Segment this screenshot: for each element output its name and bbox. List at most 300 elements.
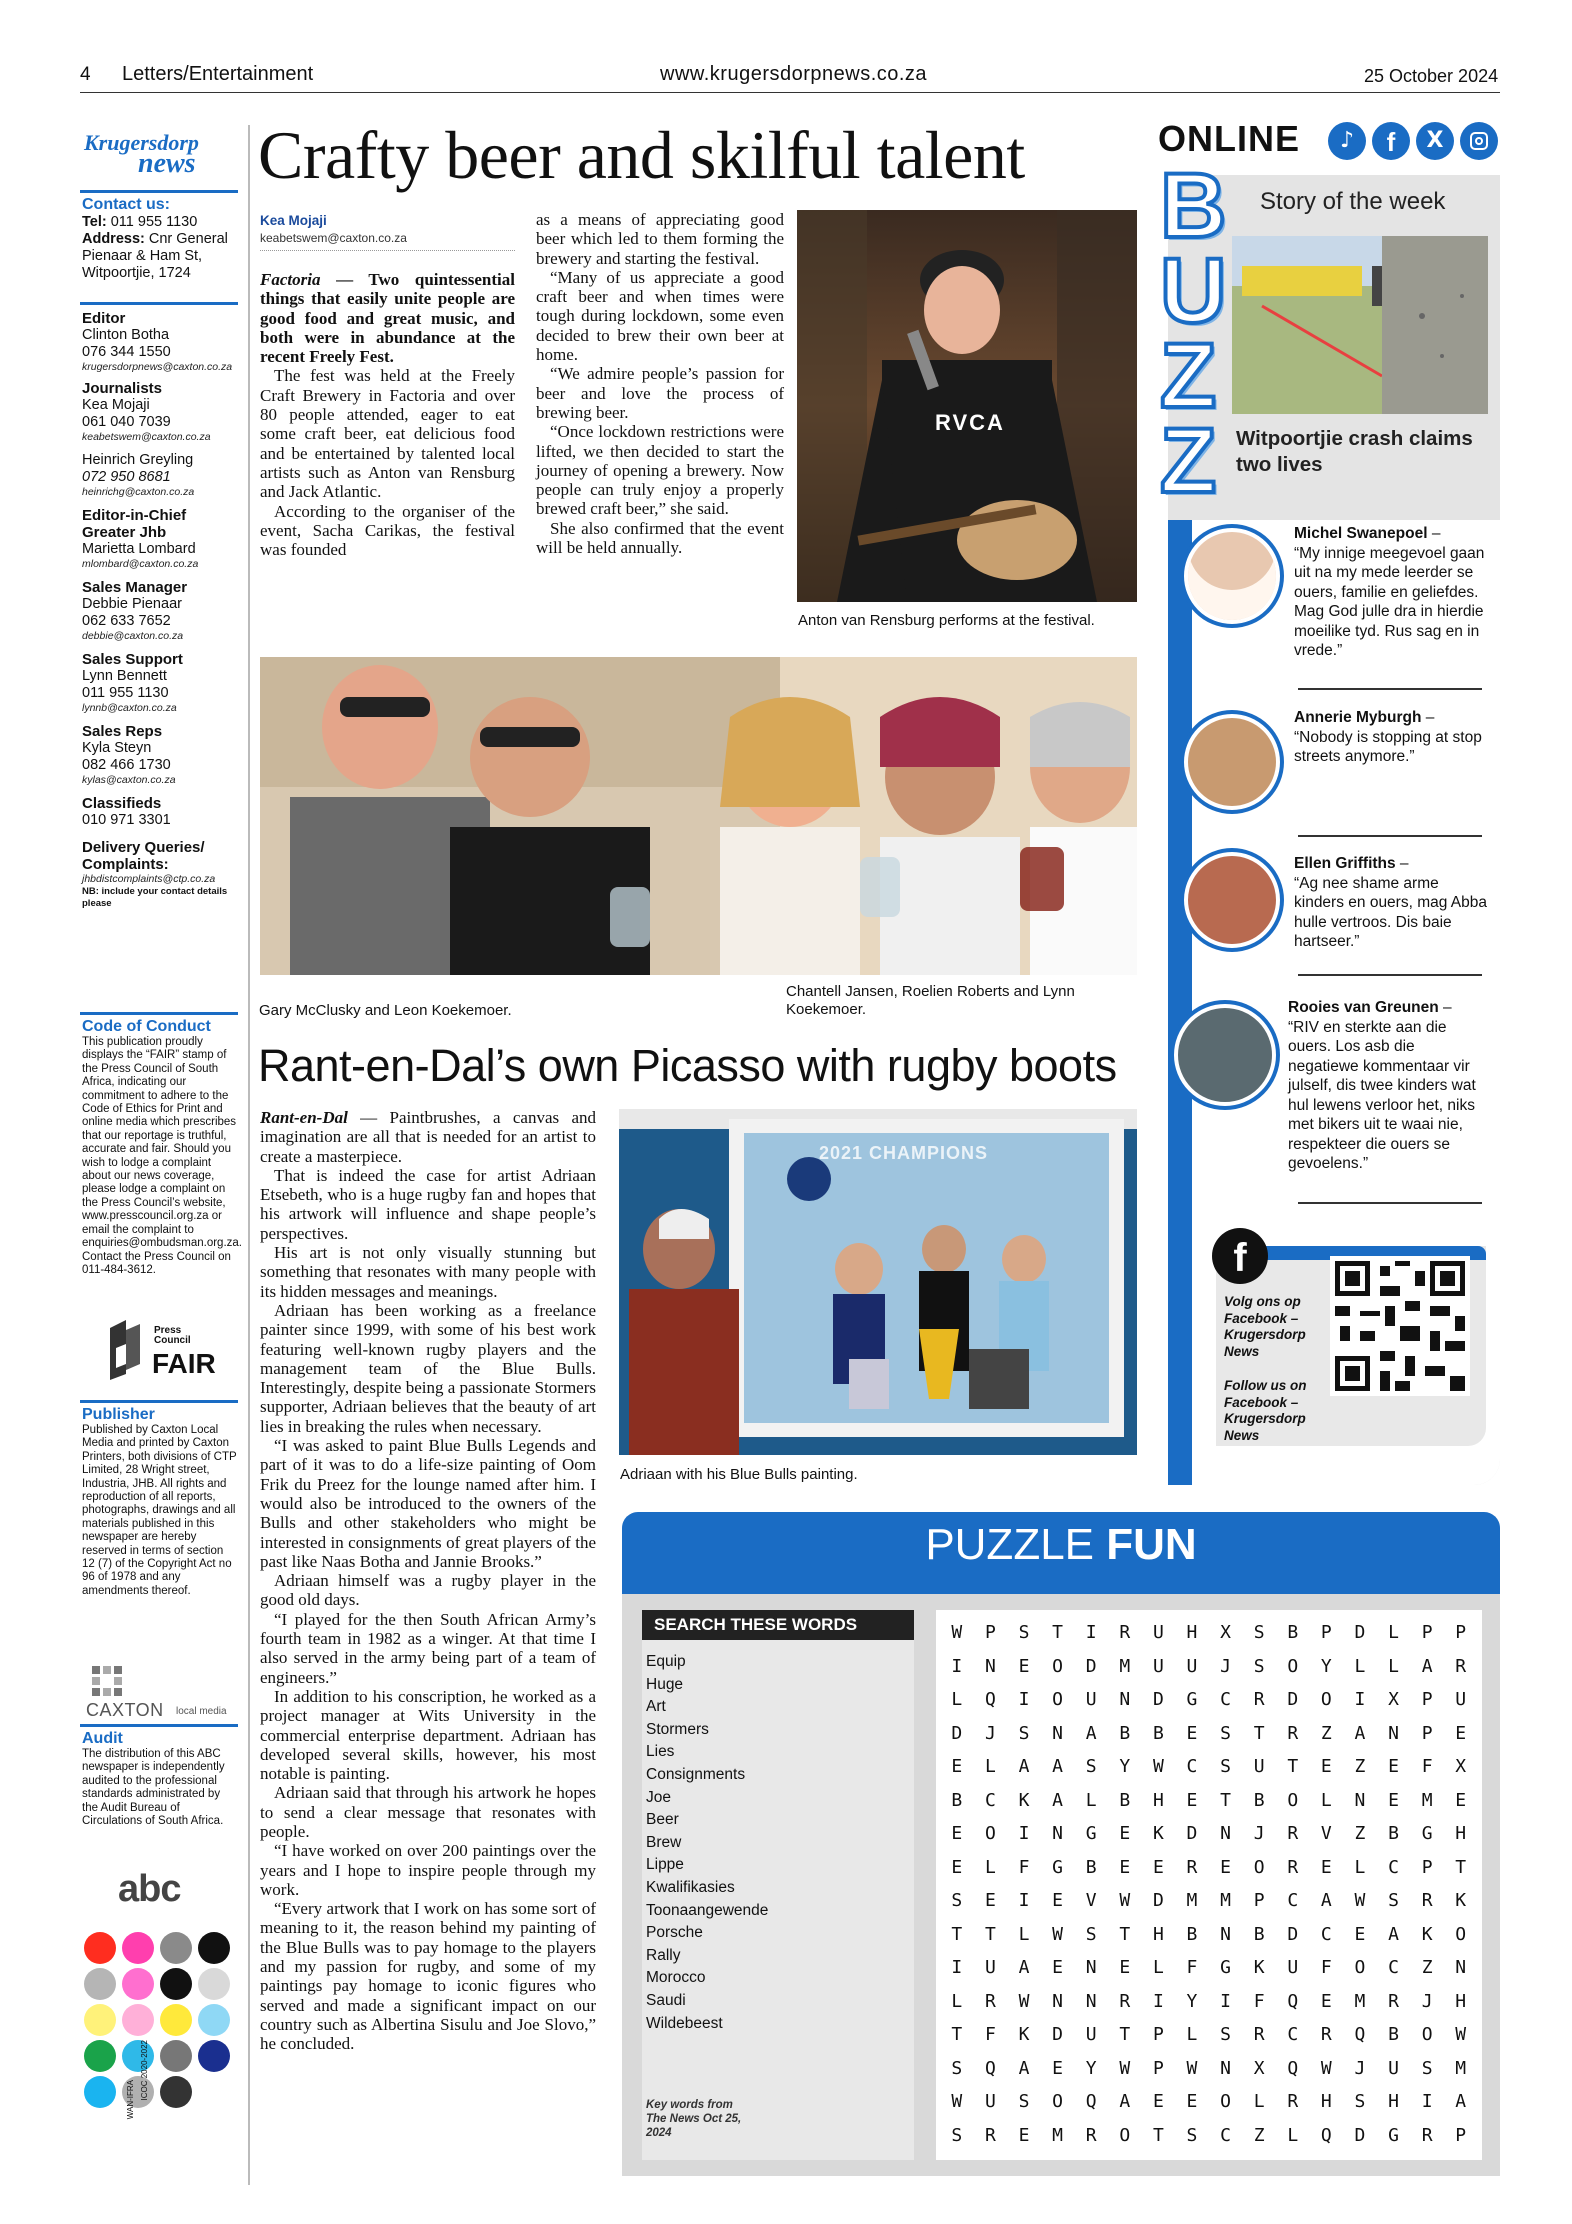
grid-letter[interactable]: U bbox=[1186, 1655, 1198, 1677]
grid-letter[interactable]: E bbox=[1119, 1823, 1131, 1844]
grid-letter[interactable]: R bbox=[1455, 1655, 1467, 1677]
grid-letter[interactable]: F bbox=[1186, 1957, 1198, 1978]
grid-letter[interactable]: H bbox=[1388, 2091, 1399, 2112]
grid-letter[interactable]: R bbox=[1287, 1722, 1299, 1744]
grid-letter[interactable]: O bbox=[1253, 1856, 1265, 1878]
logo-bottom: news bbox=[138, 148, 196, 179]
grid-letter[interactable]: T bbox=[1119, 2024, 1131, 2045]
grid-letter[interactable]: B bbox=[1253, 1923, 1265, 1945]
grid-letter[interactable]: U bbox=[1455, 1689, 1467, 1710]
grid-letter[interactable]: A bbox=[1388, 1923, 1399, 1945]
buzz-letter: Z bbox=[1160, 325, 1217, 427]
grid-letter[interactable]: G bbox=[1388, 2124, 1399, 2146]
grid-letter[interactable]: R bbox=[1253, 2024, 1265, 2045]
grid-letter[interactable]: T bbox=[951, 1923, 963, 1945]
grid-letter[interactable]: R bbox=[1119, 1622, 1131, 1643]
grid-letter[interactable]: R bbox=[1085, 2124, 1097, 2146]
grid-letter[interactable]: L bbox=[1388, 1622, 1399, 1643]
grid-letter[interactable]: C bbox=[1287, 1890, 1299, 1911]
grid-letter[interactable]: U bbox=[1085, 1689, 1097, 1710]
grid-letter[interactable]: E bbox=[1354, 1923, 1366, 1945]
photo-singer-caption: Anton van Rensburg performs at the festival. bbox=[798, 612, 1095, 629]
grid-letter[interactable]: N bbox=[1085, 1990, 1097, 2012]
grid-letter[interactable]: Y bbox=[1320, 1655, 1332, 1677]
grid-letter[interactable]: C bbox=[1388, 1856, 1399, 1878]
grid-letter[interactable]: G bbox=[1085, 1823, 1097, 1844]
grid-letter[interactable]: J bbox=[1421, 1990, 1433, 2012]
grid-letter[interactable]: C bbox=[1320, 1923, 1332, 1945]
grid-letter[interactable]: I bbox=[1018, 1823, 1030, 1844]
avatar bbox=[1180, 710, 1284, 814]
grid-letter[interactable]: E bbox=[1220, 1856, 1231, 1878]
search-word: Porsche bbox=[646, 1924, 703, 1942]
grid-letter[interactable]: D bbox=[1287, 1689, 1299, 1710]
grid-letter[interactable]: G bbox=[1421, 1823, 1433, 1844]
grid-letter[interactable]: R bbox=[1320, 2024, 1332, 2045]
grid-letter[interactable]: U bbox=[1287, 1957, 1299, 1978]
instagram-icon[interactable] bbox=[1460, 122, 1498, 160]
icoc-label: ICOC 2020-2022 bbox=[140, 2040, 149, 2101]
grid-letter[interactable]: A bbox=[1018, 2057, 1030, 2079]
grid-letter[interactable]: E bbox=[1388, 1756, 1399, 1777]
grid-letter[interactable]: N bbox=[1052, 1823, 1063, 1844]
grid-letter[interactable]: B bbox=[1119, 1722, 1131, 1744]
grid-letter[interactable]: N bbox=[1052, 1722, 1063, 1744]
grid-letter[interactable]: E bbox=[1018, 1655, 1030, 1677]
grid-letter[interactable]: B bbox=[1253, 1789, 1265, 1811]
grid-letter[interactable]: I bbox=[951, 1957, 963, 1978]
staff-sales-reps bbox=[82, 723, 238, 787]
grid-letter[interactable]: V bbox=[1085, 1890, 1097, 1911]
grid-letter[interactable]: F bbox=[984, 2024, 996, 2045]
article1-email[interactable]: keabetswem@caxton.co.za bbox=[260, 231, 407, 245]
grid-letter[interactable]: S bbox=[1220, 2024, 1231, 2045]
grid-letter[interactable]: M bbox=[1455, 2057, 1467, 2079]
grid-letter[interactable]: L bbox=[1388, 1655, 1399, 1677]
grid-letter[interactable]: D bbox=[1152, 1890, 1164, 1911]
audit-text: The distribution of this ABC newspaper is independently audited to the professional standards administrated by the Audit Bureau of Circulations of South Africa. bbox=[82, 1748, 225, 1828]
grid-letter[interactable]: A bbox=[1018, 1756, 1030, 1777]
grid-letter[interactable]: C bbox=[1287, 2024, 1299, 2045]
grid-letter[interactable]: X bbox=[1253, 2057, 1265, 2079]
grid-letter[interactable]: R bbox=[1119, 1990, 1131, 2012]
grid-letter[interactable]: A bbox=[1052, 1789, 1063, 1811]
grid-letter[interactable]: A bbox=[1320, 1890, 1332, 1911]
grid-letter[interactable]: P bbox=[1152, 2024, 1164, 2045]
grid-letter[interactable]: R bbox=[1186, 1856, 1198, 1878]
grid-letter[interactable]: J bbox=[984, 1722, 996, 1744]
grid-letter[interactable]: B bbox=[951, 1789, 963, 1811]
grid-letter[interactable]: O bbox=[1052, 1655, 1063, 1677]
grid-letter[interactable]: K bbox=[1152, 1823, 1164, 1844]
grid-letter[interactable]: Q bbox=[1287, 1990, 1299, 2012]
grid-letter[interactable]: N bbox=[1052, 1990, 1063, 2012]
grid-letter[interactable]: R bbox=[1287, 2091, 1299, 2112]
grid-letter[interactable]: L bbox=[984, 1756, 996, 1777]
grid-letter[interactable]: B bbox=[1388, 1823, 1399, 1844]
grid-letter[interactable]: A bbox=[1455, 2091, 1467, 2112]
grid-letter[interactable]: P bbox=[1152, 2057, 1164, 2079]
grid-letter[interactable]: C bbox=[1220, 2124, 1231, 2146]
grid-letter[interactable]: B bbox=[1085, 1856, 1097, 1878]
grid-letter[interactable]: M bbox=[1354, 1990, 1366, 2012]
grid-letter[interactable]: D bbox=[951, 1722, 963, 1744]
grid-letter[interactable]: Z bbox=[1354, 1823, 1366, 1844]
grid-letter[interactable]: B bbox=[1388, 2024, 1399, 2045]
grid-letter[interactable]: F bbox=[1320, 1957, 1332, 1978]
grid-letter[interactable]: E bbox=[1186, 1722, 1198, 1744]
grid-letter[interactable]: E bbox=[1052, 1957, 1063, 1978]
grid-letter[interactable]: P bbox=[984, 1622, 996, 1643]
grid-letter[interactable]: L bbox=[1253, 2091, 1265, 2112]
grid-letter[interactable]: D bbox=[1085, 1655, 1097, 1677]
grid-letter[interactable]: S bbox=[951, 1890, 963, 1911]
grid-letter[interactable]: E bbox=[1455, 1789, 1467, 1811]
staff-name: Marietta Lombard bbox=[82, 541, 196, 557]
grid-letter[interactable]: K bbox=[1018, 1789, 1030, 1811]
grid-letter[interactable]: Q bbox=[984, 2057, 996, 2079]
grid-letter[interactable]: N bbox=[1220, 2057, 1231, 2079]
grid-letter[interactable]: E bbox=[1455, 1722, 1467, 1744]
grid-letter[interactable]: W bbox=[951, 1622, 963, 1643]
grid-letter[interactable]: S bbox=[1018, 1622, 1030, 1643]
grid-letter[interactable]: M bbox=[1052, 2124, 1063, 2146]
grid-letter[interactable]: H bbox=[1186, 1622, 1198, 1643]
grid-letter[interactable]: X bbox=[1388, 1689, 1399, 1710]
grid-letter[interactable]: O bbox=[1052, 2091, 1063, 2112]
grid-letter[interactable]: Q bbox=[1287, 2057, 1299, 2079]
grid-letter[interactable]: H bbox=[1152, 1923, 1164, 1945]
grid-letter[interactable]: M bbox=[1119, 1655, 1131, 1677]
grid-letter[interactable]: X bbox=[1220, 1622, 1231, 1643]
grid-letter[interactable]: S bbox=[1186, 2124, 1198, 2146]
grid-letter[interactable]: D bbox=[1152, 1689, 1164, 1710]
grid-letter[interactable]: P bbox=[1421, 1722, 1433, 1744]
grid-letter[interactable]: L bbox=[1354, 1655, 1366, 1677]
grid-letter[interactable]: P bbox=[1455, 1622, 1467, 1643]
quote-divider bbox=[1298, 1202, 1482, 1204]
grid-letter[interactable]: Z bbox=[1354, 1756, 1366, 1777]
grid-letter[interactable]: F bbox=[1421, 1756, 1433, 1777]
grid-letter[interactable]: K bbox=[1421, 1923, 1433, 1945]
grid-letter[interactable]: L bbox=[1186, 2024, 1198, 2045]
grid-row bbox=[940, 1616, 1480, 1650]
grid-letter[interactable]: E bbox=[951, 1823, 963, 1844]
grid-letter[interactable]: O bbox=[1320, 1689, 1332, 1710]
grid-letter[interactable]: E bbox=[1388, 1789, 1399, 1811]
grid-letter[interactable]: W bbox=[1455, 2024, 1467, 2045]
grid-letter[interactable]: G bbox=[1186, 1689, 1198, 1710]
grid-letter[interactable]: A bbox=[1354, 1722, 1366, 1744]
grid-letter[interactable]: J bbox=[1220, 1655, 1231, 1677]
grid-letter[interactable]: U bbox=[984, 1957, 996, 1978]
grid-letter[interactable]: L bbox=[1085, 1789, 1097, 1811]
colour-swatches bbox=[84, 1932, 234, 2162]
grid-letter[interactable]: T bbox=[1253, 1722, 1265, 1744]
staff-email[interactable]: mlombard@caxton.co.za bbox=[82, 558, 199, 570]
grid-letter[interactable]: J bbox=[1253, 1823, 1265, 1844]
grid-letter[interactable]: S bbox=[1354, 2091, 1366, 2112]
grid-letter[interactable]: Y bbox=[1186, 1990, 1198, 2012]
grid-row bbox=[940, 1817, 1480, 1851]
grid-letter[interactable]: K bbox=[1253, 1957, 1265, 1978]
grid-letter[interactable]: C bbox=[1388, 1957, 1399, 1978]
colour-swatch bbox=[122, 1932, 154, 1964]
grid-letter[interactable]: I bbox=[1085, 1622, 1097, 1643]
grid-letter[interactable]: I bbox=[1220, 1990, 1231, 2012]
grid-letter[interactable]: A bbox=[1018, 1957, 1030, 1978]
grid-letter[interactable]: U bbox=[1388, 2057, 1399, 2079]
grid-letter[interactable]: E bbox=[1320, 1990, 1332, 2012]
staff-name: Lynn Bennett bbox=[82, 668, 167, 684]
grid-letter[interactable]: Q bbox=[984, 1689, 996, 1710]
grid-letter[interactable]: S bbox=[951, 2057, 963, 2079]
story-headline[interactable]: Witpoortjie crash claims two lives bbox=[1236, 427, 1473, 476]
staff-role: Delivery Queries/ Complaints: bbox=[82, 839, 205, 873]
grid-letter[interactable]: Z bbox=[1320, 1722, 1332, 1744]
grid-letter[interactable]: X bbox=[1455, 1756, 1467, 1777]
grid-letter[interactable]: W bbox=[1018, 1990, 1030, 2012]
grid-letter[interactable]: E bbox=[951, 1856, 963, 1878]
grid-letter[interactable]: O bbox=[1455, 1923, 1467, 1945]
grid-letter[interactable]: S bbox=[1253, 1622, 1265, 1643]
grid-letter[interactable]: B bbox=[1287, 1622, 1299, 1643]
grid-letter[interactable]: N bbox=[984, 1655, 996, 1677]
grid-letter[interactable]: E bbox=[1152, 2091, 1164, 2112]
grid-letter[interactable]: C bbox=[1186, 1756, 1198, 1777]
grid-letter[interactable]: U bbox=[1152, 1622, 1164, 1643]
grid-letter[interactable]: O bbox=[1287, 1789, 1299, 1811]
grid-letter[interactable]: U bbox=[1253, 1756, 1265, 1777]
grid-letter[interactable]: P bbox=[1421, 1622, 1433, 1643]
grid-letter[interactable]: E bbox=[1152, 1856, 1164, 1878]
grid-letter[interactable]: U bbox=[1085, 2024, 1097, 2045]
grid-letter[interactable]: A bbox=[1085, 1722, 1097, 1744]
grid-letter[interactable]: O bbox=[1220, 2091, 1231, 2112]
grid-letter[interactable]: P bbox=[1253, 1890, 1265, 1911]
grid-letter[interactable]: C bbox=[1220, 1689, 1231, 1710]
grid-letter[interactable]: Q bbox=[1085, 2091, 1097, 2112]
puzzle-title-bold: FUN bbox=[1106, 1520, 1197, 1569]
qr-code[interactable] bbox=[1330, 1256, 1470, 1396]
grid-letter[interactable]: L bbox=[951, 1990, 963, 2012]
grid-letter[interactable]: E bbox=[1119, 1957, 1131, 1978]
issue-date: 25 October 2024 bbox=[1364, 66, 1499, 86]
grid-letter[interactable]: Z bbox=[1421, 1957, 1433, 1978]
facebook-icon[interactable]: f bbox=[1372, 122, 1410, 160]
grid-letter[interactable]: B bbox=[1152, 1722, 1164, 1744]
grid-letter[interactable]: T bbox=[951, 2024, 963, 2045]
grid-letter[interactable]: J bbox=[1354, 2057, 1366, 2079]
grid-letter[interactable]: R bbox=[1253, 1689, 1265, 1710]
search-word: Joe bbox=[646, 1788, 671, 1806]
x-icon[interactable]: X bbox=[1416, 122, 1454, 160]
grid-letter[interactable]: R bbox=[984, 2124, 996, 2146]
grid-letter[interactable]: Z bbox=[1253, 2124, 1265, 2146]
grid-letter[interactable]: Q bbox=[1320, 2124, 1332, 2146]
website-link[interactable]: www.krugersdorpnews.co.za bbox=[660, 63, 928, 85]
grid-letter[interactable]: T bbox=[1287, 1756, 1299, 1777]
grid-letter[interactable]: Y bbox=[1119, 1756, 1131, 1777]
search-word: Wildebeest bbox=[646, 2014, 723, 2032]
grid-letter[interactable]: E bbox=[1320, 1756, 1332, 1777]
grid-letter[interactable]: N bbox=[1220, 1823, 1231, 1844]
grid-letter[interactable]: T bbox=[1220, 1789, 1231, 1811]
grid-letter[interactable]: D bbox=[1354, 1622, 1366, 1643]
photo-painting bbox=[619, 1109, 1137, 1455]
grid-letter[interactable]: W bbox=[951, 2091, 963, 2112]
grid-letter[interactable]: L bbox=[1152, 1957, 1164, 1978]
grid-letter[interactable]: R bbox=[1287, 1856, 1299, 1878]
grid-letter[interactable]: E bbox=[1320, 1856, 1332, 1878]
grid-letter[interactable]: G bbox=[1052, 1856, 1063, 1878]
grid-letter[interactable]: P bbox=[1421, 1856, 1433, 1878]
grid-letter[interactable]: Q bbox=[1354, 2024, 1366, 2045]
grid-letter[interactable]: S bbox=[1220, 1756, 1231, 1777]
grid-letter[interactable]: H bbox=[1455, 1990, 1467, 2012]
grid-letter[interactable]: S bbox=[1018, 2091, 1030, 2112]
grid-letter[interactable]: M bbox=[1421, 1789, 1433, 1811]
grid-letter[interactable]: N bbox=[1220, 1923, 1231, 1945]
grid-letter[interactable]: F bbox=[1253, 1990, 1265, 2012]
grid-letter[interactable]: E bbox=[984, 1890, 996, 1911]
staff-email[interactable]: jhbdistcomplaints@ctp.co.za bbox=[82, 873, 216, 885]
grid-letter[interactable]: N bbox=[1354, 1789, 1366, 1811]
grid-letter[interactable]: R bbox=[984, 1990, 996, 2012]
grid-letter[interactable]: G bbox=[1220, 1957, 1231, 1978]
grid-letter[interactable]: V bbox=[1320, 1823, 1332, 1844]
grid-letter[interactable]: I bbox=[1152, 1990, 1164, 2012]
grid-letter[interactable]: E bbox=[1052, 2057, 1063, 2079]
grid-letter[interactable]: A bbox=[1421, 1655, 1433, 1677]
grid-letter[interactable]: T bbox=[984, 1923, 996, 1945]
grid-letter[interactable]: P bbox=[1320, 1622, 1332, 1643]
staff-email[interactable]: kylas@caxton.co.za bbox=[82, 774, 176, 786]
staff-email[interactable]: krugersdorpnews@caxton.co.za bbox=[82, 361, 233, 373]
staff-phone: 010 971 3301 bbox=[82, 812, 171, 828]
grid-letter[interactable]: I bbox=[951, 1655, 963, 1677]
grid-letter[interactable]: U bbox=[1152, 1655, 1164, 1677]
grid-letter[interactable]: S bbox=[1018, 1722, 1030, 1744]
grid-letter[interactable]: L bbox=[1354, 1856, 1366, 1878]
conduct-title: Code of Conduct bbox=[82, 1018, 211, 1035]
grid-letter[interactable]: I bbox=[1354, 1689, 1366, 1710]
grid-letter[interactable]: S bbox=[1421, 2057, 1433, 2079]
grid-letter[interactable]: O bbox=[1354, 1957, 1366, 1978]
grid-letter[interactable]: D bbox=[1354, 2124, 1366, 2146]
grid-letter[interactable]: L bbox=[951, 1689, 963, 1710]
staff-journalists bbox=[82, 380, 238, 444]
grid-letter[interactable]: W bbox=[1354, 1890, 1366, 1911]
grid-letter[interactable]: S bbox=[1085, 1923, 1097, 1945]
grid-letter[interactable]: S bbox=[1220, 1722, 1231, 1744]
grid-letter[interactable]: D bbox=[1052, 2024, 1063, 2045]
grid-letter[interactable]: W bbox=[1119, 1890, 1131, 1911]
grid-letter[interactable]: L bbox=[1287, 2124, 1299, 2146]
grid-letter[interactable]: O bbox=[984, 1823, 996, 1844]
grid-letter[interactable]: O bbox=[1421, 2024, 1433, 2045]
grid-letter[interactable]: N bbox=[1119, 1689, 1131, 1710]
grid-letter[interactable]: R bbox=[1287, 1823, 1299, 1844]
grid-letter[interactable]: F bbox=[1018, 1856, 1030, 1878]
grid-letter[interactable]: P bbox=[1421, 1689, 1433, 1710]
grid-letter[interactable]: E bbox=[1186, 1789, 1198, 1811]
grid-letter[interactable]: K bbox=[1455, 1890, 1467, 1911]
grid-letter[interactable]: E bbox=[1186, 2091, 1198, 2112]
grid-letter[interactable]: O bbox=[1287, 1655, 1299, 1677]
tiktok-icon[interactable]: ♪ bbox=[1328, 122, 1366, 160]
grid-letter[interactable]: W bbox=[1052, 1923, 1063, 1945]
grid-letter[interactable]: D bbox=[1186, 1823, 1198, 1844]
grid-letter[interactable]: E bbox=[1119, 1856, 1131, 1878]
grid-letter[interactable]: O bbox=[1052, 1689, 1063, 1710]
grid-letter[interactable]: N bbox=[1085, 1957, 1097, 1978]
staff-email[interactable]: heinrichg@caxton.co.za bbox=[82, 486, 195, 498]
grid-letter[interactable]: W bbox=[1186, 2057, 1198, 2079]
grid-letter[interactable]: R bbox=[1421, 1890, 1433, 1911]
grid-letter[interactable]: E bbox=[951, 1756, 963, 1777]
grid-letter[interactable]: H bbox=[1152, 1789, 1164, 1811]
grid-letter[interactable]: A bbox=[1119, 2091, 1131, 2112]
grid-letter[interactable]: T bbox=[1152, 2124, 1164, 2146]
grid-letter[interactable]: L bbox=[1320, 1789, 1332, 1811]
grid-letter[interactable]: M bbox=[1186, 1890, 1198, 1911]
staff-email[interactable]: keabetswem@caxton.co.za bbox=[82, 431, 211, 443]
grid-letter[interactable]: I bbox=[1018, 1890, 1030, 1911]
grid-letter[interactable]: H bbox=[1455, 1823, 1467, 1844]
grid-letter[interactable]: T bbox=[1052, 1622, 1063, 1643]
grid-letter[interactable]: D bbox=[1287, 1923, 1299, 1945]
grid-letter[interactable]: K bbox=[1018, 2024, 1030, 2045]
grid-letter[interactable]: R bbox=[1421, 2124, 1433, 2146]
grid-letter[interactable]: N bbox=[1388, 1722, 1399, 1744]
facebook-follow-icon[interactable]: f bbox=[1212, 1228, 1268, 1284]
grid-letter[interactable]: R bbox=[1388, 1990, 1399, 2012]
grid-letter[interactable]: A bbox=[1052, 1756, 1063, 1777]
grid-letter[interactable]: C bbox=[984, 1789, 996, 1811]
grid-letter[interactable]: I bbox=[1018, 1689, 1030, 1710]
colour-swatch bbox=[84, 1968, 116, 2000]
grid-letter[interactable]: M bbox=[1220, 1890, 1231, 1911]
staff-email[interactable]: lynnb@caxton.co.za bbox=[82, 702, 177, 714]
grid-letter[interactable]: S bbox=[1253, 1655, 1265, 1677]
grid-letter[interactable]: T bbox=[1455, 1856, 1467, 1878]
grid-letter[interactable]: L bbox=[1018, 1923, 1030, 1945]
grid-letter[interactable]: H bbox=[1320, 2091, 1332, 2112]
grid-letter[interactable]: S bbox=[1085, 1756, 1097, 1777]
grid-letter[interactable]: Y bbox=[1085, 2057, 1097, 2079]
grid-letter[interactable]: O bbox=[1119, 2124, 1131, 2146]
staff-email[interactable]: debbie@caxton.co.za bbox=[82, 630, 184, 642]
grid-letter[interactable]: E bbox=[1018, 2124, 1030, 2146]
grid-letter[interactable]: S bbox=[1388, 1890, 1399, 1911]
grid-letter[interactable]: P bbox=[1455, 2124, 1467, 2146]
grid-letter[interactable]: E bbox=[1052, 1890, 1063, 1911]
grid-letter[interactable]: B bbox=[1119, 1789, 1131, 1811]
grid-letter[interactable]: L bbox=[984, 1856, 996, 1878]
grid-letter[interactable]: I bbox=[1421, 2091, 1433, 2112]
grid-letter[interactable]: W bbox=[1152, 1756, 1164, 1777]
grid-letter[interactable]: W bbox=[1119, 2057, 1131, 2079]
grid-letter[interactable]: U bbox=[984, 2091, 996, 2112]
grid-letter[interactable]: W bbox=[1320, 2057, 1332, 2079]
grid-letter[interactable]: T bbox=[1119, 1923, 1131, 1945]
grid-letter[interactable]: B bbox=[1186, 1923, 1198, 1945]
grid-letter[interactable]: S bbox=[951, 2124, 963, 2146]
grid-letter[interactable]: N bbox=[1455, 1957, 1467, 1978]
article1-lead-text: — Two quintessential things that easily unite people are good food and great music, and both were in abundance at the recent Freely Fest. bbox=[260, 270, 515, 367]
search-word: Lies bbox=[646, 1743, 675, 1761]
